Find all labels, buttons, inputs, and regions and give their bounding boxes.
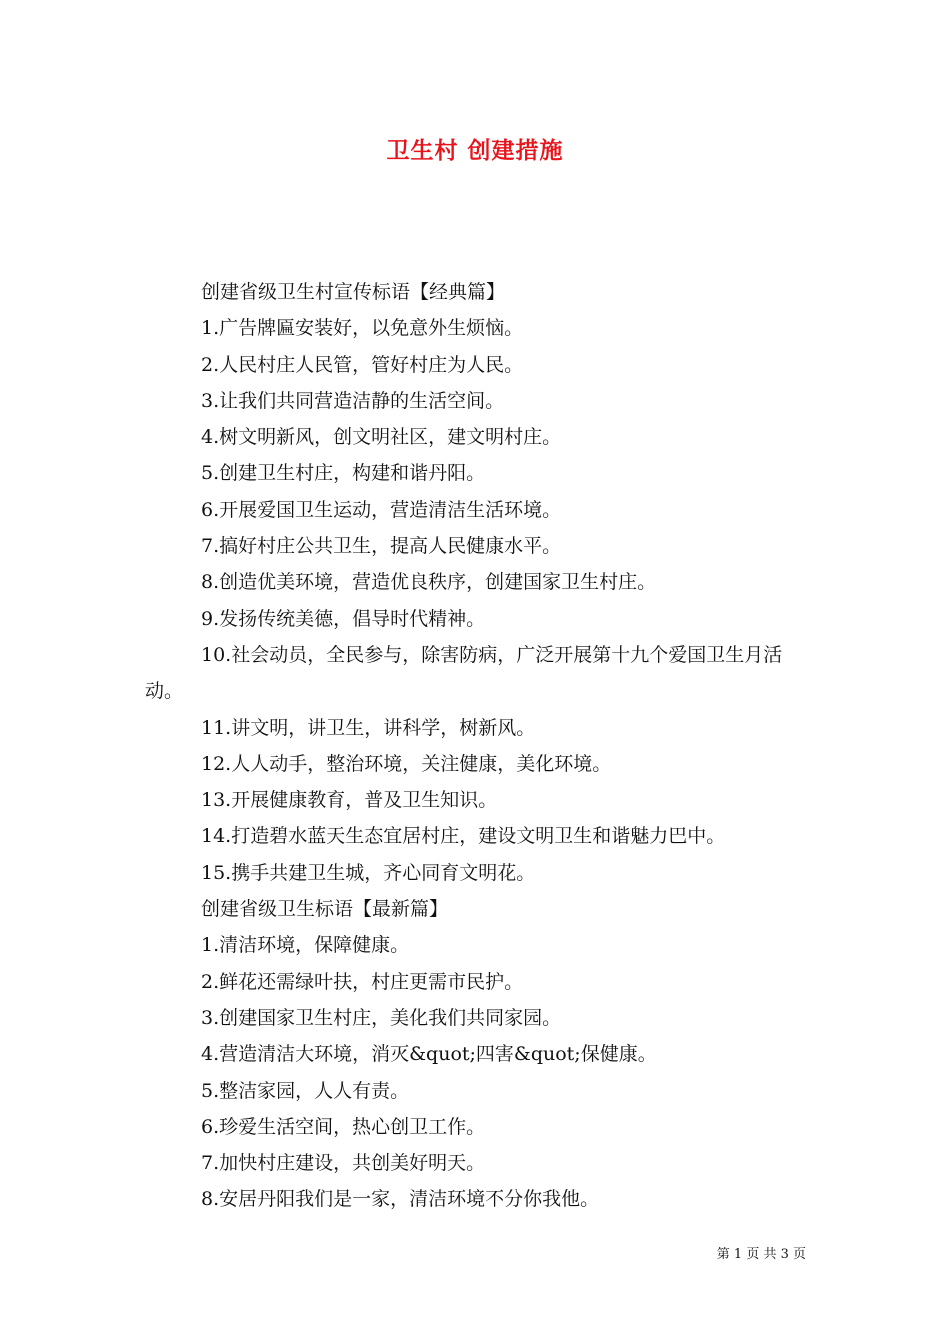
list-item: 3.创建国家卫生村庄，美化我们共同家园。 xyxy=(201,1006,562,1029)
list-item: 12.人人动手，整治环境，关注健康，美化环境。 xyxy=(201,752,612,775)
list-item: 7.加快村庄建设，共创美好明天。 xyxy=(201,1152,486,1175)
list-item: 11.讲文明，讲卫生，讲科学，树新风。 xyxy=(201,716,536,739)
section-heading: 创建省级卫生标语【最新篇】 xyxy=(201,898,449,921)
list-item: 13.开展健康教育，普及卫生知识。 xyxy=(201,789,498,812)
list-item: 1.清洁环境，保障健康。 xyxy=(201,934,410,957)
page-title: 卫生村 创建措施 xyxy=(386,137,564,164)
list-item: 8.创造优美环境，营造优良秩序，创建国家卫生村庄。 xyxy=(201,571,657,594)
list-item: 6.开展爱国卫生运动，营造清洁生活环境。 xyxy=(201,498,562,521)
list-item: 2.人民村庄人民管，管好村庄为人民。 xyxy=(201,353,524,376)
list-item: 15.携手共建卫生城，齐心同育文明花。 xyxy=(201,861,536,884)
list-item: 5.整洁家园，人人有责。 xyxy=(201,1079,410,1102)
list-item: 9.发扬传统美德，倡导时代精神。 xyxy=(201,607,486,630)
list-item: 4.树文明新风，创文明社区，建文明村庄。 xyxy=(201,426,562,449)
list-item: 2.鲜花还需绿叶扶，村庄更需市民护。 xyxy=(201,970,524,993)
list-item: 6.珍爱生活空间，热心创卫工作。 xyxy=(201,1115,486,1138)
list-item: 8.安居丹阳我们是一家，清洁环境不分你我他。 xyxy=(201,1188,600,1211)
list-item: 7.搞好村庄公共卫生，提高人民健康水平。 xyxy=(201,535,562,558)
list-item: 1.广告牌匾安装好，以免意外生烦恼。 xyxy=(201,317,524,340)
list-item: 5.创建卫生村庄，构建和谐丹阳。 xyxy=(201,462,486,485)
document-body xyxy=(145,274,810,1218)
list-item: 3.让我们共同营造洁静的生活空间。 xyxy=(201,389,505,412)
list-item: 4.营造清洁大环境，消灭&quot;四害&quot;保健康。 xyxy=(201,1043,657,1066)
section-heading: 创建省级卫生村宣传标语【经典篇】 xyxy=(201,281,506,303)
list-item: 14.打造碧水蓝天生态宜居村庄，建设文明卫生和谐魅力巴中。 xyxy=(201,825,726,848)
list-item: 10.社会动员，全民参与，除害防病，广泛开展第十九个爱国卫生月活动。 xyxy=(145,643,783,703)
page-number: 第 1 页 共 3 页 xyxy=(716,1247,806,1262)
